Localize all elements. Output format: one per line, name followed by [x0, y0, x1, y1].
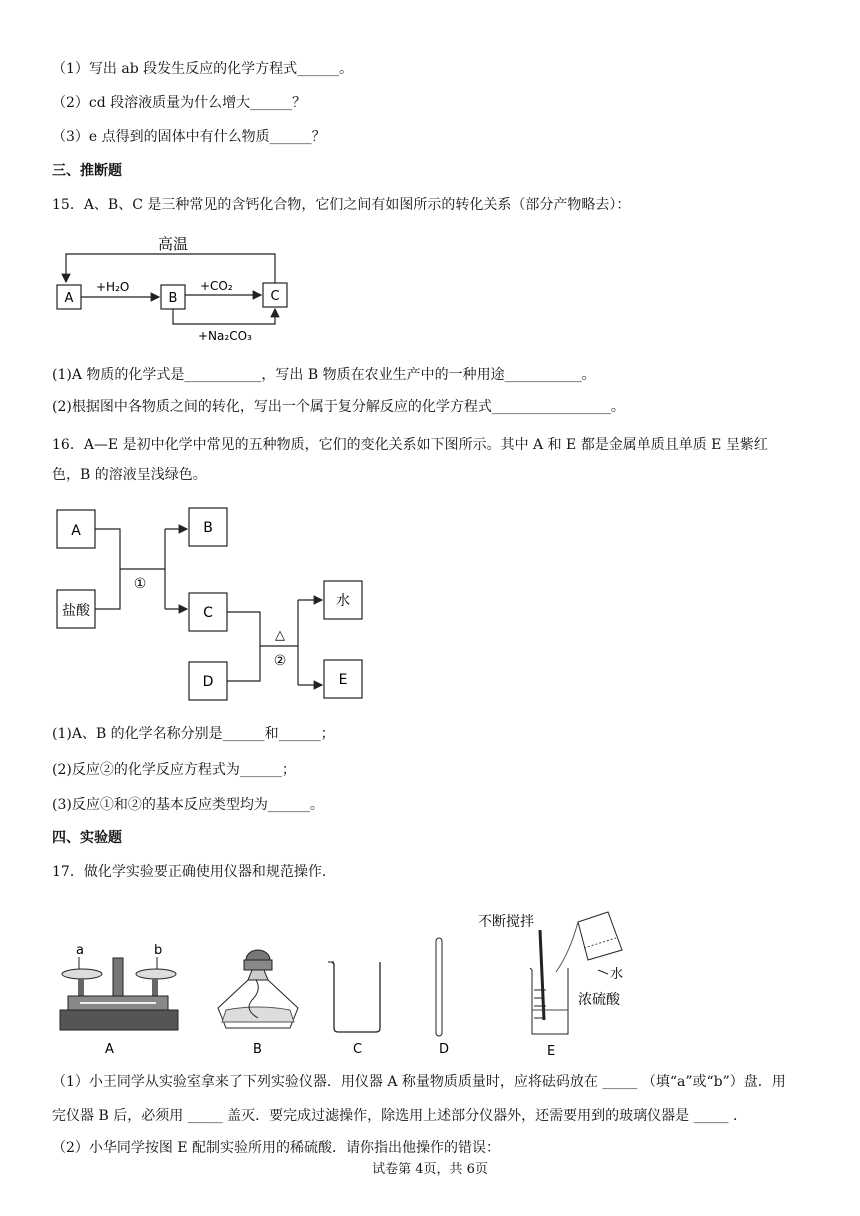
q14-sub2: （2）cd 段溶液质量为什么增大______？: [52, 95, 307, 111]
q17-label-d: D: [439, 1042, 450, 1057]
q17-pan-b-label: b: [154, 943, 163, 958]
q17-label-e: E: [547, 1044, 556, 1059]
q17-note-stir: 不断搅拌: [478, 914, 534, 930]
q16-reaction1: ①: [133, 576, 147, 592]
q16-reaction2: ②: [273, 653, 287, 669]
q16-box-b-label: B: [203, 520, 213, 536]
q15-arrow-bc-label: +CO₂: [200, 279, 233, 293]
q15-top-label: 高温: [158, 235, 189, 253]
q15-conversion-diagram: [50, 228, 300, 346]
q15-box-c-label: C: [270, 289, 280, 304]
q16-box-acid-label: 盐酸: [62, 603, 90, 619]
q15-sub2: (2)根据图中各物质之间的转化，写出一个属于复分解反应的化学方程式_________________。: [52, 399, 625, 415]
q16-box-e-label: E: [338, 672, 348, 688]
q15-box-a-label: A: [64, 291, 74, 306]
q14-sub1: （1）写出 ab 段发生反应的化学方程式______。: [52, 61, 354, 77]
q16-relation-diagram: [50, 505, 380, 705]
q16-box-d-label: D: [202, 674, 214, 690]
q17-sub1-line2: 完仪器 B 后，必须用 _____ 盖灭．要完成过滤操作，除选用上述部分仪器外，还需要用到的玻璃仪器是 _____ ．: [52, 1108, 747, 1124]
q15-arrow-bc-lower-label: +Na₂CO₃: [198, 329, 252, 343]
q16-box-c-label: C: [203, 605, 213, 621]
q17-stem: 17．做化学实验要正确使用仪器和规范操作．: [52, 864, 336, 880]
q15-stem: 15．A、B、C 是三种常见的含钙化合物，它们之间有如图所示的转化关系（部分产物略去）：: [52, 197, 631, 213]
q16-stem-line2: 色，B 的溶液呈浅绿色。: [52, 467, 207, 483]
q17-label-a: A: [105, 1042, 114, 1057]
section-3-title: 三、推断题: [52, 163, 122, 179]
balance-illustration: [60, 943, 178, 1057]
q17-pan-a-label: a: [76, 943, 84, 958]
q17-note-acid: 浓硫酸: [578, 992, 620, 1008]
q17-label-c: C: [353, 1042, 363, 1057]
q16-box-water-label: 水: [336, 593, 350, 609]
beaker-illustration: [328, 962, 380, 1057]
q17-note-water: 水: [610, 967, 624, 982]
alcohol-lamp-illustration: [218, 950, 298, 1057]
q15-sub1: (1)A 物质的化学式是___________，写出 B 物质在农业生产中的一种用途___________。: [52, 367, 596, 383]
q15-box-b-label: B: [168, 291, 178, 306]
page-footer: 试卷第 4页，共 6页: [372, 1162, 488, 1177]
q16-box-a-label: A: [71, 523, 81, 539]
q16-sub2: (2)反应②的化学反应方程式为______；: [52, 762, 296, 778]
section-4-title: 四、实验题: [52, 830, 122, 846]
q17-label-b: B: [253, 1042, 262, 1057]
glass-rod-illustration: [436, 938, 449, 1057]
q16-sub1: (1)A、B 的化学名称分别是______和______；: [52, 726, 335, 742]
dilution-illustration: [478, 912, 623, 1059]
q16-stem-line1: 16．A—E 是初中化学中常见的五种物质，它们的变化关系如下图所示。其中 A 和 E 都是金属单质且单质 E 呈紫红: [52, 437, 768, 453]
q17-apparatus-figure: [50, 900, 650, 1065]
q15-arrow-ab-label: +H₂O: [96, 280, 130, 294]
q17-sub2: （2）小华同学按图 E 配制实验所用的稀硫酸．请你指出他操作的错误：: [52, 1140, 501, 1156]
q14-sub3: （3）e 点得到的固体中有什么物质______？: [52, 129, 326, 145]
q17-sub1-line1: （1）小王同学从实验室拿来了下列实验仪器．用仪器 A 称量物质质量时，应将砝码放在 _____ （填“a”或“b”）盘．用: [52, 1074, 786, 1090]
q16-sub3: (3)反应①和②的基本反应类型均为______。: [52, 797, 324, 813]
q16-heat-symbol: △: [275, 628, 285, 643]
